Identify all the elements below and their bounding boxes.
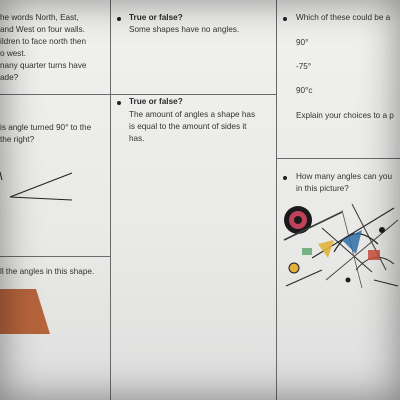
option-2: -75° [296,62,312,71]
count-angles-question: How many angles can you in this picture? [296,172,393,193]
bullet-icon [117,101,121,105]
option-1: 90° [296,38,309,47]
true-false-statement-1: Some shapes have no angles. [129,25,240,34]
column-divider-right [276,0,277,400]
true-false-title-2: True or false? [129,97,183,106]
column-divider-left [110,0,111,400]
shape-angles-prompt: ll the angles in this shape. [0,267,95,276]
angle-choice-question: Which of these could be a [296,13,391,22]
explain-choices-text: Explain your choices to a p [296,111,394,120]
row-divider-middle [110,94,276,95]
true-false-title-1: True or false? [129,13,183,22]
abstract-artwork-icon [282,200,400,292]
row-divider-left-2 [0,256,110,257]
turn-question-text: is angle turned 90° to the the right? [0,123,92,144]
option-3: 90°c [296,86,313,95]
trapezoid-shape-icon [0,285,60,340]
true-false-statement-2: The amount of angles a shape has is equal to the amount of sides it has. [129,110,256,143]
angle-diagram-icon [0,166,80,206]
bullet-icon [283,176,287,180]
row-divider-left-1 [0,94,110,95]
bullet-icon [283,17,287,21]
row-divider-right [276,158,400,159]
walls-instructions-text: he words North, East, and West on four walls. ildren to face north then o west. nany quarter turns have ade? [0,13,87,82]
bullet-icon [117,17,121,21]
